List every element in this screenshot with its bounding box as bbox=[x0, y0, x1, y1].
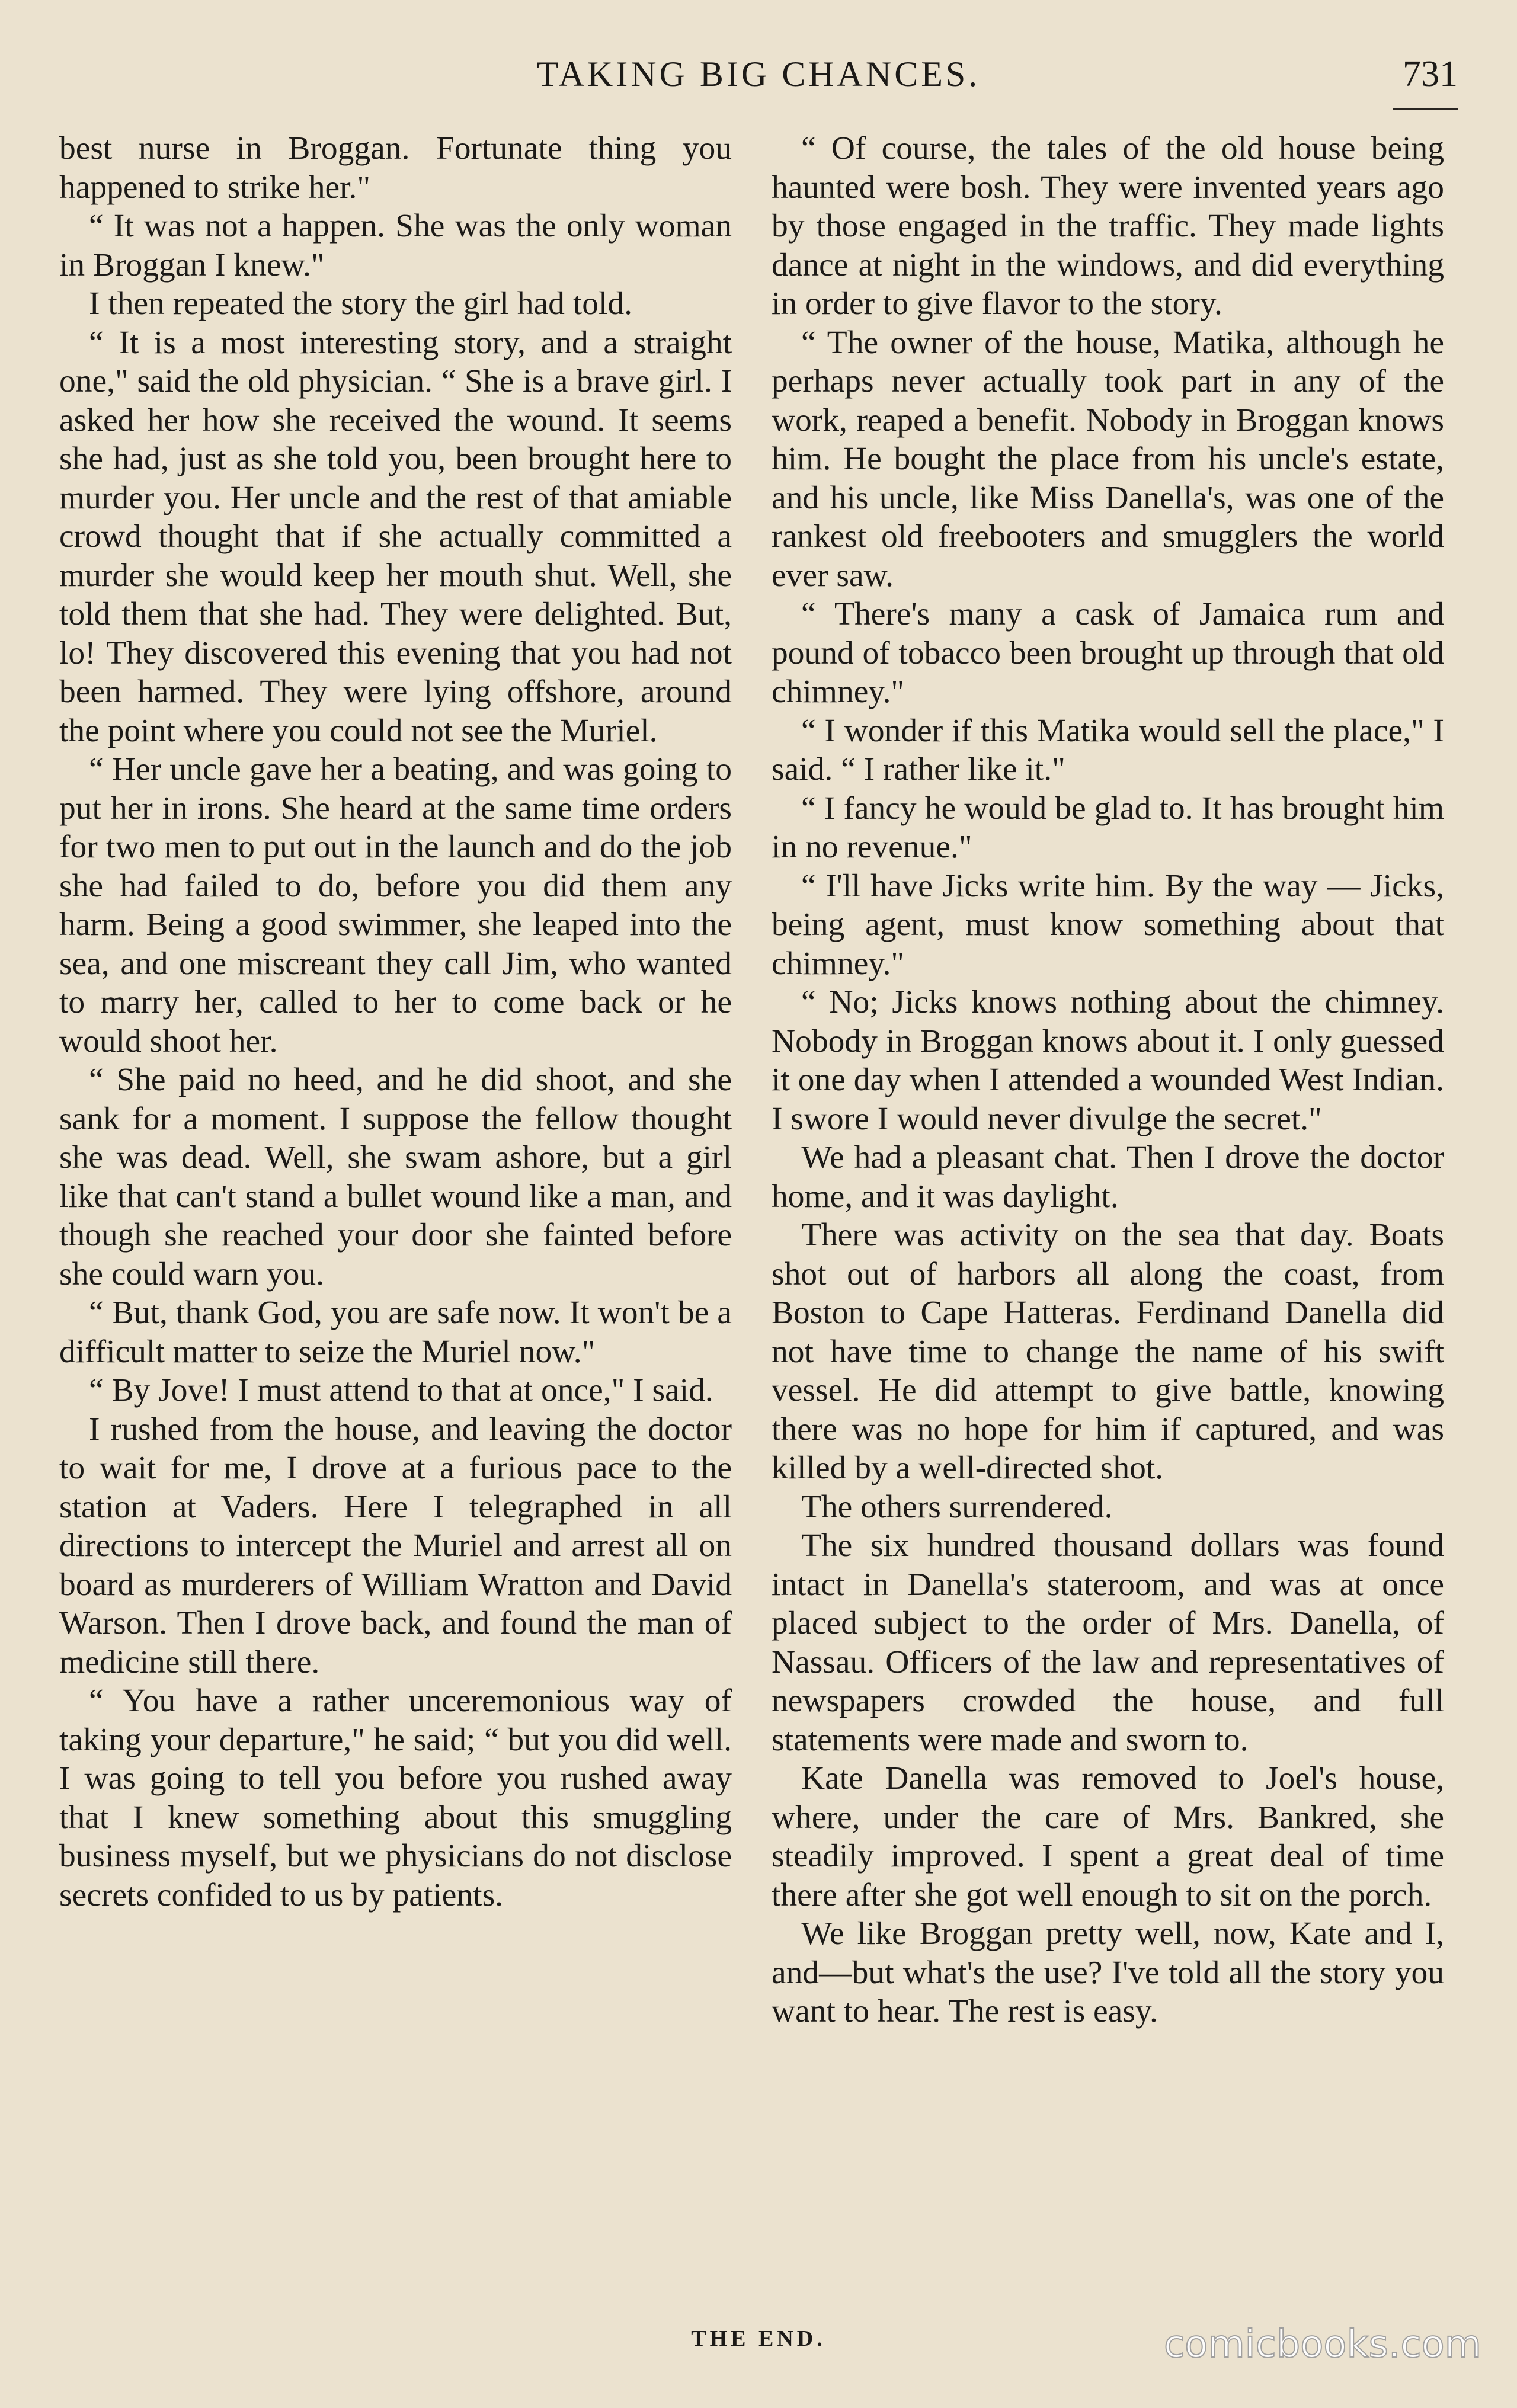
paragraph: “ There's many a cask of Jamaica rum and pound of tobacco been brought up through that old chimney." bbox=[772, 596, 1444, 710]
paragraph: “ By Jove! I must attend to that at once," I said. bbox=[89, 1372, 713, 1408]
the-end-label: THE END. bbox=[691, 2326, 826, 2351]
paragraph: “ No; Jicks knows nothing about the chimney. Nobody in Broggan knows about it. I only guessed it one day when I attended a wounded West Indian. I swore I would never divulge the secret." bbox=[772, 984, 1444, 1137]
paragraph: “ But, thank God, you are safe now. It won't be a difficult matter to seize the Muriel now." bbox=[59, 1295, 732, 1370]
right-column bbox=[772, 129, 1444, 2292]
site-watermark: comicbooks.com bbox=[1163, 2323, 1481, 2367]
paragraph: “ The owner of the house, Matika, although he perhaps never actually took part in any of the work, reaped a benefit. Nobody in Broggan knows him. He bought the place from his uncle's estate, and his uncle, like Miss Danella's, was one of the rankest old freebooters and smugglers the world ever saw. bbox=[772, 324, 1444, 594]
paragraph: We like Broggan pretty well, now, Kate and I, and—but what's the use? I've told all the story you want to hear. The rest is easy. bbox=[772, 1916, 1444, 2029]
paragraph: I then repeated the story the girl had told. bbox=[89, 286, 632, 322]
paragraph: “ It is a most interesting story, and a straight one," said the old physician. “ She is a brave girl. I asked her how she received the wound. It seems she had, just as she told you, been brought here to murder you. Her uncle and the rest of that amiable crowd thought that if she actually committed a murder she would keep her mouth shut. Well, she told them that she had. They were delighted. But, lo! They discovered this evening that you had not been harmed. They were lying offshore, around the point where you could not see the Muriel. bbox=[59, 324, 732, 749]
page-number-underline bbox=[1393, 108, 1458, 110]
paragraph: “ She paid no heed, and he did shoot, and she sank for a moment. I suppose the fellow thought she was dead. Well, she swam ashore, but a girl like that can't stand a bullet wound like a man, and though she reached your door she fainted before she could warn you. bbox=[59, 1062, 732, 1292]
running-title: TAKING BIG CHANCES. bbox=[536, 55, 981, 94]
paragraph: “ Of course, the tales of the old house being haunted were bosh. They were invented years ago by those engaged in the traffic. They made lights dance at night in the windows, and did everything in order to give flavor to the story. bbox=[772, 130, 1444, 322]
page-header bbox=[59, 47, 1458, 101]
paragraph: I rushed from the house, and leaving the doctor to wait for me, I drove at a furious pace to the station at Vaders. Here I telegraphed in all directions to intercept the Muriel and arrest all on board as murderers of William Wratton and David Warson. Then I drove back, and found the man of medicine still there. bbox=[59, 1411, 732, 1680]
paragraph: The others surrendered. bbox=[801, 1488, 1113, 1525]
paragraph: We had a pleasant chat. Then I drove the doctor home, and it was daylight. bbox=[772, 1139, 1444, 1215]
page-number: 731 bbox=[1403, 54, 1458, 94]
paragraph: Kate Danella was removed to Joel's house, where, under the care of Mrs. Bankred, she steadily improved. I spent a great deal of time there after she got well enough to sit on the porch. bbox=[772, 1760, 1444, 1913]
paragraph: “ You have a rather unceremonious way of taking your departure," he said; “ but you did well. I was going to tell you before you rushed away that I knew something about this smuggling business myself, but we physicians do not disclose secrets confided to us by patients. bbox=[59, 1683, 732, 1913]
paragraph: “ I'll have Jicks write him. By the way — Jicks, being agent, must know something about that chimney." bbox=[772, 867, 1444, 982]
paragraph: “ It was not a happen. She was the only woman in Broggan I knew." bbox=[59, 208, 732, 283]
paragraph: best nurse in Broggan. Fortunate thing you happened to strike her." bbox=[59, 130, 732, 206]
paragraph: “ I wonder if this Matika would sell the place," I said. “ I rather like it." bbox=[772, 712, 1444, 787]
paragraph: The six hundred thousand dollars was found intact in Danella's stateroom, and was at once placed subject to the order of Mrs. Danella, of Nassau. Officers of the law and representatives of newspapers crowded the house, and full statements were made and sworn to. bbox=[772, 1528, 1444, 1758]
left-column bbox=[59, 129, 732, 2292]
paragraph: There was activity on the sea that day. Boats shot out of harbors all along the coast, from Boston to Cape Hatteras. Ferdinand Danella did not have time to change the name of his swift vessel. He did attempt to give battle, knowing there was no hope for him if captured, and was killed by a well-directed shot. bbox=[772, 1217, 1444, 1486]
paragraph: “ Her uncle gave her a beating, and was going to put her in irons. She heard at the same time orders for two men to put out in the launch and do the job she had failed to do, before you did them any harm. Being a good swimmer, she leaped into the sea, and one miscreant they call Jim, who wanted to marry her, called to her to come back or he would shoot her. bbox=[59, 751, 732, 1059]
paragraph: “ I fancy he would be glad to. It has brought him in no revenue." bbox=[772, 790, 1444, 865]
